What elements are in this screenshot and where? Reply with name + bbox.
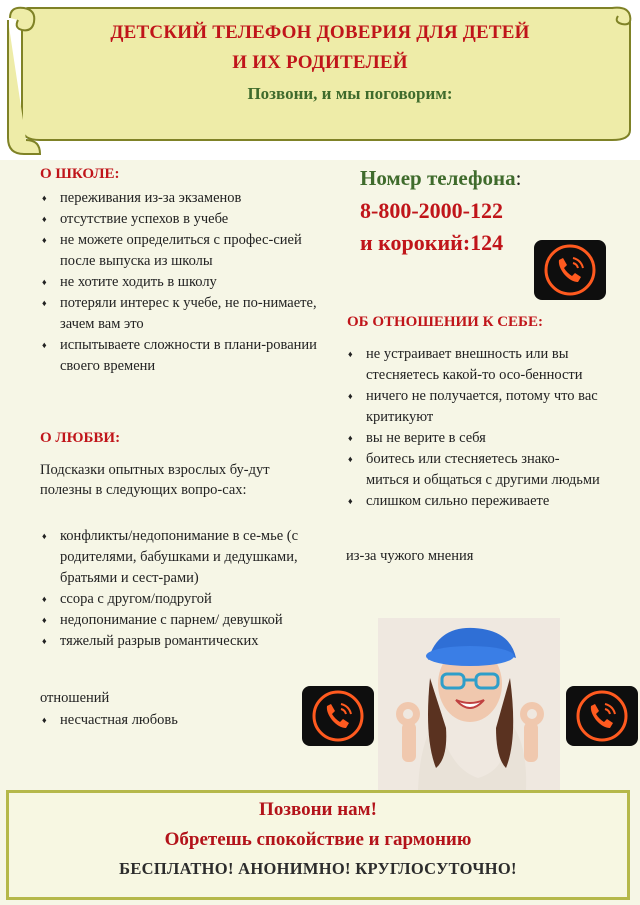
- list-item: ♦ не можете определиться с профес-сией после выпуска из школы: [40, 230, 320, 272]
- phone-handset-icon: [566, 686, 638, 746]
- self-list-tail: из-за чужого мнения: [346, 548, 474, 564]
- phone-label-text: Номер телефона: [360, 166, 516, 190]
- self-list: [346, 344, 601, 512]
- phone-number-long: 8-800-2000-122: [360, 198, 503, 223]
- footer-free-anonymous: БЕСПЛАТНО! АНОНИМНО! КРУГЛОСУТОЧНО!: [119, 859, 517, 878]
- phone-number-short: и корокий:124: [360, 230, 504, 255]
- phone-handset-icon: [302, 686, 374, 746]
- main-title-line1: ДЕТСКИЙ ТЕЛЕФОН ДОВЕРИЯ ДЛЯ ДЕТЕЙ: [110, 22, 530, 43]
- subtitle: Позвони, и мы поговорим:: [247, 84, 453, 103]
- list-item: ♦ потеряли интерес к учебе, не по-нимаете, зачем вам это: [40, 293, 320, 335]
- footer-box: [6, 790, 630, 900]
- list-item: ♦ вы не верите в себя: [346, 428, 601, 449]
- list-item: ♦ конфликты/недопонимание в се-мье (с родителями, бабушками и дедушками, братьями и сест-рами): [40, 526, 310, 589]
- self-section-title: ОБ ОТНОШЕНИИ К СЕБЕ:: [347, 314, 543, 330]
- school-section-title: О ШКОЛЕ:: [40, 166, 120, 182]
- list-item: ♦ несчастная любовь: [40, 710, 300, 731]
- love-list-tail: отношений: [40, 690, 110, 706]
- footer-call-us: Позвони нам!: [259, 799, 377, 820]
- list-item: ♦ боитесь или стесняетесь знако-миться и общаться с другими людьми: [346, 449, 601, 491]
- main-title-line2: И ИХ РОДИТЕЛЕЙ: [232, 52, 408, 73]
- phone-handset-icon: [534, 240, 606, 300]
- header-banner: [0, 0, 640, 160]
- school-list: [40, 188, 320, 377]
- list-item: ♦ не хотите ходить в школу: [40, 272, 320, 293]
- list-item: ♦ недопонимание с парнем/ девушкой: [40, 610, 310, 631]
- list-item: ♦ испытываете сложности в плани-ровании своего времени: [40, 335, 320, 377]
- list-item: ♦ ничего не получается, потому что вас критикуют: [346, 386, 601, 428]
- phone-label: [360, 166, 521, 191]
- list-item: ♦ тяжелый разрыв романтических: [40, 631, 310, 652]
- love-section-title: О ЛЮБВИ:: [40, 430, 121, 446]
- love-intro: Подсказки опытных взрослых бу-дут полезны в следующих вопро-сах:: [40, 462, 270, 498]
- love-list-last: [40, 710, 300, 731]
- footer-harmony: Обретешь спокойствие и гармонию: [164, 829, 472, 850]
- list-item: ♦ отсутствие успехов в учебе: [40, 209, 320, 230]
- love-list: [40, 526, 310, 652]
- girl-photo: [378, 618, 560, 790]
- list-item: ♦ слишком сильно переживаете: [346, 491, 601, 512]
- list-item: ♦ не устраивает внешность или вы стесняетесь какой-то осо-бенности: [346, 344, 601, 386]
- list-item: ♦ ссора с другом/подругой: [40, 589, 310, 610]
- phone-label-colon: :: [515, 166, 522, 190]
- list-item: ♦ переживания из-за экзаменов: [40, 188, 320, 209]
